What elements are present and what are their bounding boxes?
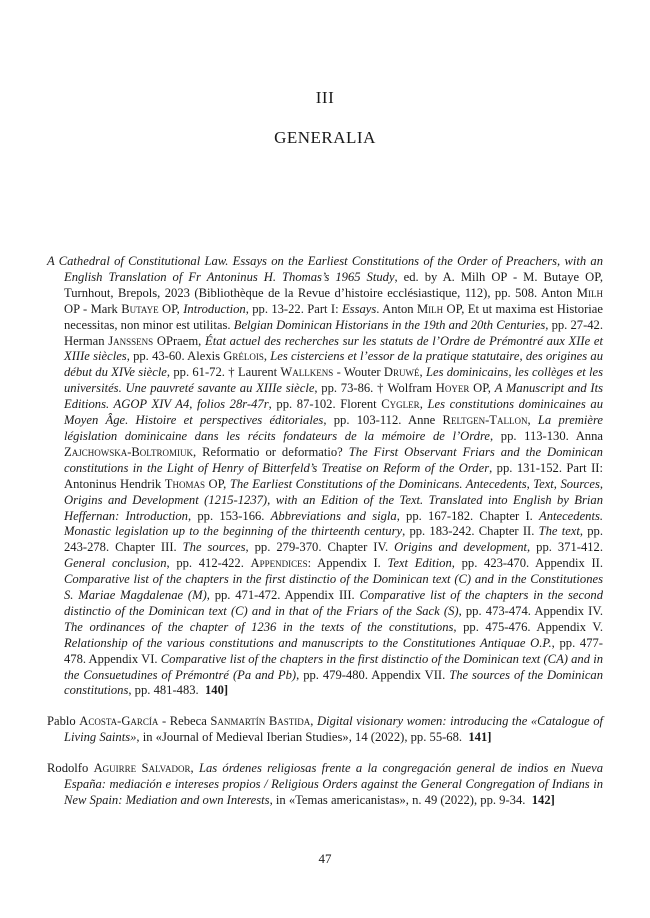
entry-text-run: , pp. 279-370. Chapter IV. [245,540,395,555]
bibliography-entry [47,254,603,699]
entry-text-run: - Wouter [333,365,384,380]
part-title: GENERALIA [274,128,376,147]
entry-text-run: , pp. 183-242. Chapter II. [402,524,539,539]
entry-text-run: , pp. 243-278. Chapter III. [64,524,603,555]
author-name: Hoyer [435,381,470,396]
author-name: Butaye [121,301,159,316]
entry-text-run: OP, Et ut maxima est Historiae necessitas, non minor est utilitas. [64,301,603,332]
entry-text-run: Rodolfo [47,761,94,776]
entry-text-run: , in «Journal of Medieval Iberian Studies», 14 (2022), pp. 55-68. [136,730,463,745]
entry-text-run: , pp. 371-412. [527,540,603,555]
entry-title-run: Introduction [183,301,246,316]
entry-text-run: , pp. 61-72. † Laurent [166,365,281,380]
entry-title-run: Digital visionary women: introducing the «Catalogue of Living Saints» [64,714,603,745]
entry-text-run: , Reformatio or deformatio? [192,444,349,459]
part-number: III [315,88,335,107]
entry-text-run: OP, [158,301,184,316]
entry-title-run: Belgian Dominican Historians in the 19th and 20th Centuries [233,317,546,332]
entry-title-run: A Manuscript and Its Editions. AGOP XIV A4, folios 28r-47r [64,381,603,412]
entry-text-run: , pp. 412-422. [166,556,251,571]
entry-text-run: , pp. 477-478. Appendix VI. [64,635,604,666]
author-name: Aguirre Salvador [93,761,191,776]
author-name: Wallkens [280,365,334,380]
entry-title-run: A Cathedral of Constitutional Law. Essays on the Earliest Constitutions of the Order of Preachers, with an English Translation of Fr Antoninus H. Thomas’s 1965 Study [47,254,603,284]
entry-title-run: Abbreviations and sigla [270,508,397,523]
entry-text-run: , [190,761,199,776]
entry-title-run: Les constitutions dominicaines au Moyen Âge. Histoire et perspectives éditoriales [64,397,604,428]
entry-title-run: Las órdenes religiosas frente a la congregación general de indios en Nueva España: mediación e intereses propios / Religious Orders against the General Congregation of Indians in New Spain: Mediation and own Interests [64,761,603,807]
entry-text-run: , [527,413,538,428]
entry-text-run: , pp. 103-112. Anne [323,413,443,428]
entry-title-run: Comparative list of the chapters in the first distinctio of the Dominican text (C) and in the Constitutiones S. Mariae Magdalenae (M) [64,572,603,603]
entry-title-run: Relationship of the various constitutions and manuscripts to the Constitutiones Antiquae O.P. [64,635,552,650]
bibliography-list [47,254,603,824]
bibliography-entry [47,761,603,809]
entry-text-run: , [419,365,426,380]
entry-title-run: État actuel des recherches sur les statuts de l’Ordre de Prémontré aux XIIe et XIIIe siècles [64,333,603,364]
entry-text-run: , in «Temas americanistas», n. 49 (2022), pp. 9-34. [269,793,526,807]
entry-title-run: Text Edition [387,556,452,571]
entry-text-run: , pp. 27-42. Herman [64,317,604,348]
entry-title-run: Les dominicains, les collèges et les universités. Une pauvreté savante au XIIIe siècle [64,365,603,396]
author-name: Appendices [250,556,308,571]
entry-text-run: , ed. by A. Milh OP - M. Butaye OP, Turnhout, Brepols, 2023 (Bibliothèque de la Revue d’histoire ecclésiastique, 112), pp. 508. Anton [64,269,603,300]
entry-text-run: , [419,397,428,412]
entry-title-run: The Earliest Constitutions of the Dominicans. Antecedents, Text, Sources, Origins and Development (1215-1237), with an Edition of the Text. Translated into English by Brian Heffernan: Introduction [64,476,603,523]
entry-text-run: , pp. 113-130. Anna [490,428,603,443]
entry-text-run: , pp. 481-483. [128,683,199,698]
entry-text-run: , pp. 475-476. Appendix V. [453,619,603,634]
entry-title-run: General conclusion [64,556,167,571]
entry-text-run: , pp. 423-470. Appendix II. [451,556,603,571]
entry-text-run: , pp. 43-60. Alexis [126,349,224,364]
author-name: Zajchowska-Boltromiuk [64,444,193,459]
entry-number: 142] [531,793,555,807]
entry-title-run: Antecedents. Monastic legislation up to the beginning of the thirteenth century [64,508,604,539]
entry-title-run: Essays [341,301,377,316]
author-name: Cygler [381,397,420,412]
bibliography-entry [47,714,603,746]
author-name: Reltgen-Tallon [442,413,528,428]
entry-text-run: , pp. 479-480. Appendix VII. [296,667,450,682]
entry-text-run: OP, [204,476,230,491]
author-name: Acosta-García [79,714,159,729]
author-name: Druwé [383,365,420,380]
entry-text-run: , pp. 153-166. [187,508,271,523]
entry-title-run: Comparative list of the chapters in the first distinctio of the Dominican text (CA) and in the Consuetudines of Prémontré (Pa and Pb) [64,651,603,682]
entry-text-run: OPraem, [153,333,205,348]
entry-text-run: , pp. 13-22. Part I: [245,301,342,316]
entry-title-run: The First Observant Friars and the Dominican constitutions in the Light of Henry of Bitterfeld’s Treatise on Reform of the Order [64,444,603,475]
entry-text-run: : Appendix I. [307,556,388,571]
entry-text-run: , pp. 471-472. Appendix III. [206,588,360,603]
entry-text-run: OP - Mark [64,301,122,316]
author-name: Grélois [223,349,264,364]
entry-text-run: Pablo [47,714,80,729]
entry-number: 141] [468,730,492,745]
entry-text-run: - Rebeca [158,714,211,729]
entry-text-run: , [263,349,271,364]
author-name: Thomas [164,476,205,491]
entry-text-run: , [310,714,317,729]
entry-text-run: , pp. 131-152. Part II: Antoninus Hendrik [64,460,603,491]
entry-title-run: La première législation dominicaine dans les récits fondateurs de la mémoire de l’Ordre [64,413,604,443]
entry-text-run: , pp. 473-474. Appendix IV. [458,603,603,618]
author-name: Janssens [108,333,154,348]
entry-title-run: The ordinances of the chapter of 1236 in the texts of the constitutions [64,619,454,634]
entry-text-run: , pp. 167-182. Chapter I. [396,508,540,523]
entry-text-run: OP, [469,381,495,396]
author-name: Milh [576,285,603,300]
entry-text-run: . Anton [376,301,417,316]
entry-title-run: Les cisterciens et l’essor de la pratique statutaire, des origines au début du XIVe siècle [64,349,604,380]
entry-title-run: The sources of the Dominican constitutions [64,667,604,698]
page-number: 47 [318,851,332,866]
author-name: Sanmartín Bastida [210,714,311,729]
entry-text-run: , pp. 87-102. Florent [268,397,382,412]
entry-title-run: The sources [182,540,246,555]
author-name: Milh [416,301,444,316]
entry-title-run: Origins and development [394,540,528,555]
entry-text-run: , pp. 73-86. † Wolfram [314,381,436,396]
entry-title-run: The text [538,524,580,539]
entry-title-run: Comparative list of the chapters in the second distinctio of the Dominican text (C) and in that of the Friars of the Sack (S) [64,588,604,618]
entry-number: 140] [204,683,229,698]
